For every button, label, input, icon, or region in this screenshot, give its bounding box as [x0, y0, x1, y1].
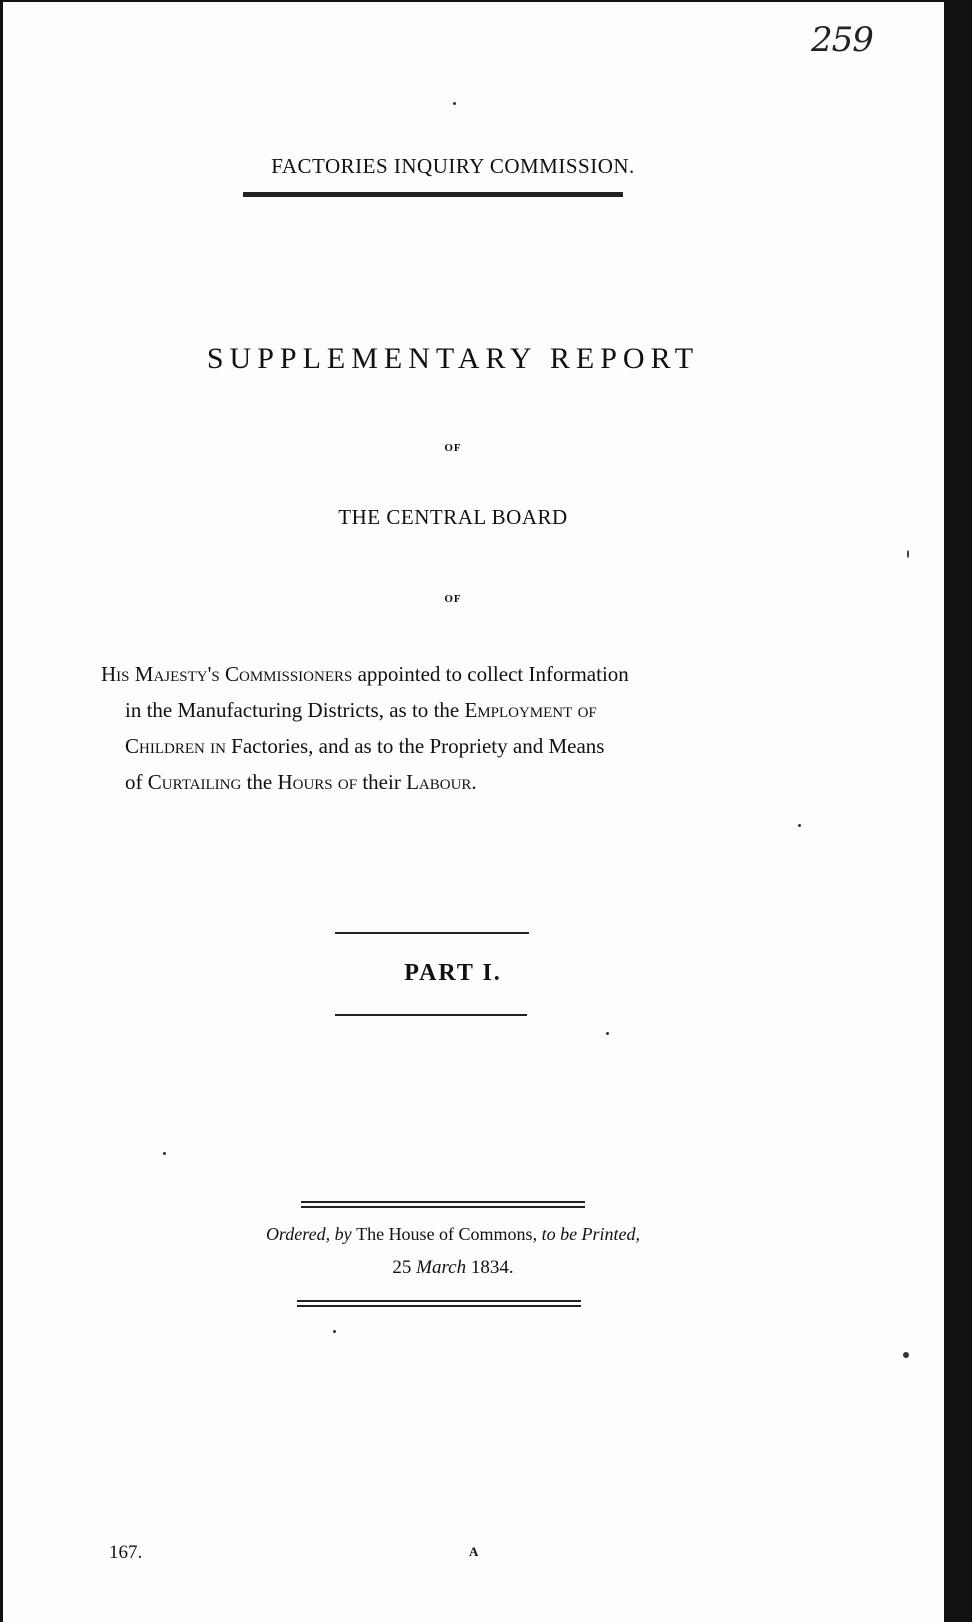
scan-speck — [163, 1152, 166, 1155]
scan-speck — [798, 824, 801, 827]
scan-speck — [903, 1352, 909, 1358]
order-rule-top — [301, 1206, 585, 1208]
description-line: Children in Factories, and as to the Propriety and Means — [125, 734, 605, 758]
scan-speck — [333, 1330, 336, 1333]
scan-border-right — [944, 0, 972, 1622]
order-rule-bottom — [297, 1305, 581, 1307]
scan-speck — [907, 550, 909, 558]
description-line: of Curtailing the Hours of their Labour. — [125, 770, 477, 794]
scan-speck — [453, 102, 456, 105]
of-connector: OF — [444, 593, 462, 605]
part-rule-top — [335, 932, 529, 934]
description-line: His Majesty's Commissioners appointed to collect Information — [101, 662, 629, 686]
printing-date: 25 March 1834. — [392, 1257, 514, 1278]
order-rule-top — [301, 1201, 585, 1203]
heading-rule — [243, 192, 623, 197]
board-heading: THE CENTRAL BOARD — [338, 505, 568, 529]
sessional-number: 167. — [109, 1542, 143, 1563]
paper-sheet — [3, 2, 944, 1622]
printing-order: Ordered, by The House of Commons, to be Printed, — [265, 1224, 641, 1244]
description-line: in the Manufacturing Districts, as to the Employment of — [125, 698, 597, 722]
report-title: SUPPLEMENTARY REPORT — [206, 342, 700, 375]
scan-speck — [606, 1032, 609, 1035]
part-heading: PART I. — [404, 960, 502, 986]
commission-description — [101, 656, 807, 800]
of-connector: OF — [444, 442, 462, 454]
part-rule-bottom — [335, 1014, 527, 1016]
folio-number-handwritten: 259 — [811, 20, 873, 60]
commission-heading: FACTORIES INQUIRY COMMISSION. — [271, 154, 635, 178]
signature-mark: A — [469, 1544, 479, 1559]
order-rule-bottom — [297, 1300, 581, 1302]
